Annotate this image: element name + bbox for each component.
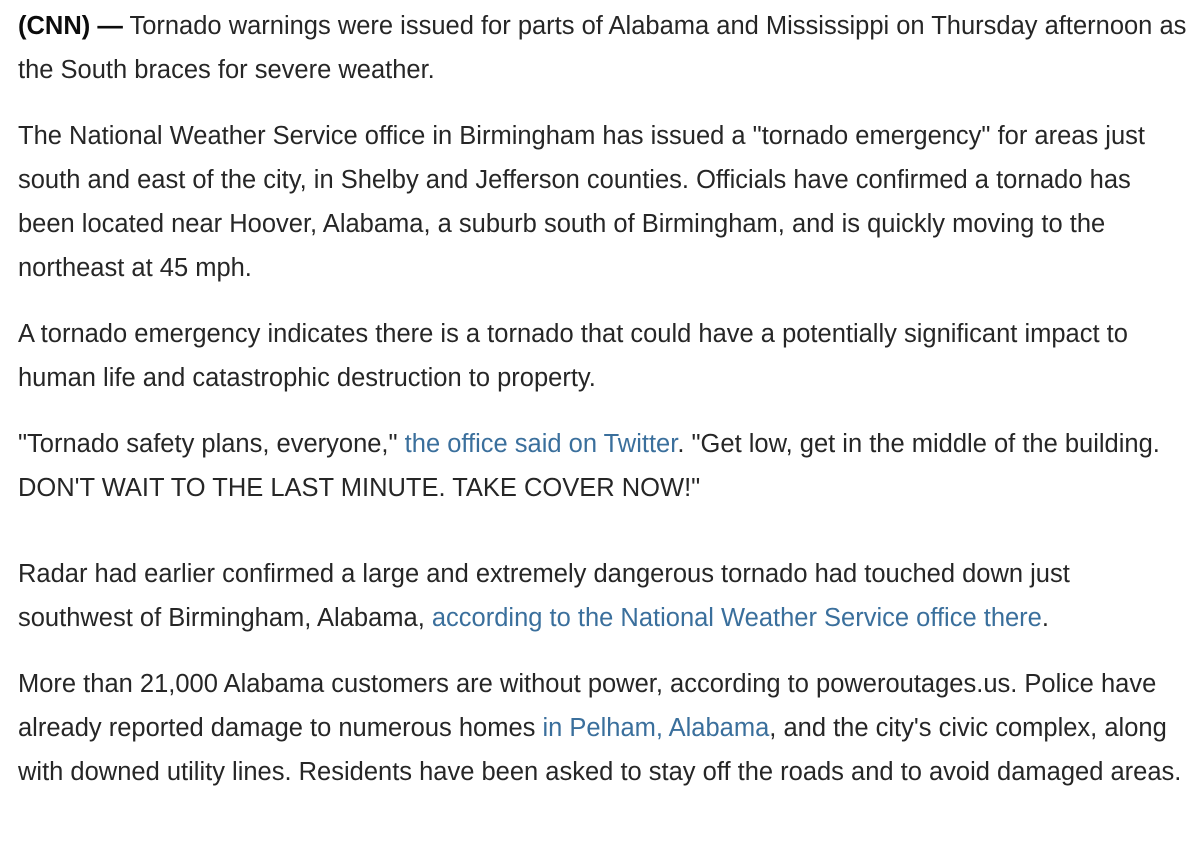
paragraph-text: The National Weather Service office in Birmingham has issued a "tornado emergency" for areas just south and east of the city, in Shelby and Jefferson counties. Officials have confirmed a tornado has been located near Hoover, Alabama, a suburb south of Birmingham, and is quickly moving to the northeast at 45 mph. xyxy=(18,122,1145,282)
paragraph-text: More than 21,000 Alabama customers are without power, according to poweroutages.us. Police have already reported damage to numerous homes xyxy=(18,670,1157,742)
paragraph-text: Tornado warnings were issued for parts of Alabama and Mississippi on Thursday afternoon as the South braces for severe weather. xyxy=(18,12,1187,84)
article-paragraph-6 xyxy=(18,662,1188,794)
twitter-link[interactable]: the office said on Twitter xyxy=(404,430,678,458)
paragraph-text: , and the city's civic complex, along with downed utility lines. Residents have been asked to stay off the roads and to avoid damaged areas. xyxy=(18,714,1182,786)
paragraph-text: . "Get low, get in the middle of the building. DON'T WAIT TO THE LAST MINUTE. TAKE COVER NOW!" xyxy=(18,430,1160,502)
nws-office-link[interactable]: according to the National Weather Service office there xyxy=(431,604,1042,632)
pelham-link[interactable]: in Pelham, Alabama xyxy=(542,714,770,742)
article-paragraph-1 xyxy=(18,4,1188,92)
paragraph-text: Radar had earlier confirmed a large and extremely dangerous tornado had touched down just southwest of Birmingham, Alabama, xyxy=(18,560,1070,632)
article-paragraph-5 xyxy=(18,552,1188,640)
paragraph-text: "Tornado safety plans, everyone," xyxy=(18,430,405,458)
article-paragraph-3 xyxy=(18,312,1188,400)
paragraph-text: . xyxy=(1041,604,1049,632)
article-body xyxy=(18,4,1188,816)
article-paragraph-4 xyxy=(18,422,1188,510)
article-paragraph-2 xyxy=(18,114,1188,290)
paragraph-text: A tornado emergency indicates there is a tornado that could have a potentially significant impact to human life and catastrophic destruction to property. xyxy=(18,320,1128,392)
dateline: (CNN) — xyxy=(18,12,123,40)
